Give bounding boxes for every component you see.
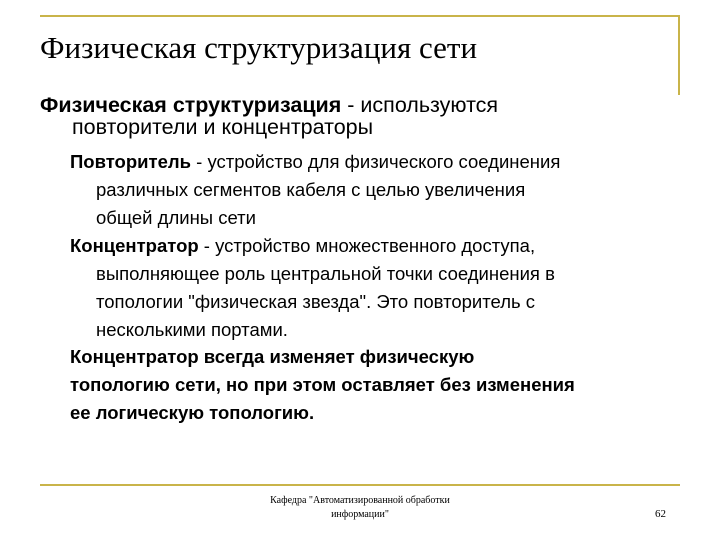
hub-line2: выполняющее роль центральной точки соединения в	[96, 263, 555, 284]
repeater-line1-rest: - устройство для физического соединения	[191, 151, 561, 172]
note-line1: Концентратор всегда изменяет физическую	[70, 346, 475, 367]
frame-top-line	[40, 15, 680, 17]
note-line3: ее логическую топологию.	[70, 402, 315, 423]
hub-line1-rest: - устройство множественного доступа,	[198, 235, 536, 256]
hub-note	[70, 343, 690, 427]
repeater-line2: различных сегментов кабеля с целью увеличения	[96, 179, 526, 200]
repeater-item	[70, 148, 680, 232]
frame-right-line	[678, 15, 680, 95]
intro-term: Физическая структуризация	[40, 93, 342, 117]
intro-line2: повторители и концентраторы	[72, 115, 374, 139]
footer-department	[230, 494, 490, 522]
page-number: 62	[655, 508, 666, 520]
note-line2: топологию сети, но при этом оставляет без изменения	[70, 374, 575, 395]
footer-line1: Кафедра "Автоматизированной обработки	[270, 495, 450, 506]
slide-title: Физическая структуризация сети	[40, 30, 478, 65]
footer-line2: информации"	[331, 509, 389, 520]
hub-term: Концентратор	[70, 235, 199, 256]
repeater-term: Повторитель	[70, 151, 191, 172]
hub-line4: несколькими портами.	[96, 319, 288, 340]
hub-item	[70, 232, 680, 344]
frame-bottom-line	[40, 484, 680, 486]
hub-line3: топологии "физическая звезда". Это повторитель с	[96, 291, 536, 312]
intro-line1-rest: - используются	[341, 93, 499, 117]
repeater-line3: общей длины сети	[96, 207, 256, 228]
intro-paragraph	[40, 94, 670, 138]
